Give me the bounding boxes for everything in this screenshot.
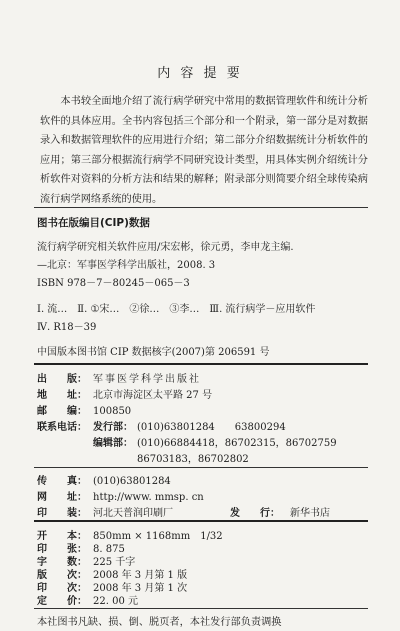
phone-row (37, 418, 93, 433)
price-label: 定 价： (37, 596, 87, 607)
address-row (37, 386, 212, 401)
words-value: 225 千字 (93, 557, 136, 568)
divider (34, 363, 368, 365)
edition-label: 版 次： (37, 570, 87, 581)
abstract-title: 内 容 提 要 (157, 66, 243, 81)
editorial-phone-2: 86703183，86702802 (137, 454, 249, 465)
impression-label: 印 次： (37, 583, 87, 594)
website-value: http://www. mmsp. cn (93, 492, 204, 503)
replacement-notice: 本社图书凡缺、损、倒、脱页者，本社发行部负责调换 (37, 617, 282, 628)
distributor-label: 发 行： (230, 508, 280, 519)
sheets-value: 8. 875 (93, 544, 125, 555)
cip-line-subjects: Ⅰ. 流… Ⅱ. ①宋… ②徐… ③李… Ⅲ. 流行病学－应用软件 (37, 304, 316, 315)
publisher-value: 军事医学科学出版社 (93, 374, 201, 385)
divider (34, 608, 368, 609)
price-row (37, 592, 138, 607)
fax-value: (010)63801284 (93, 476, 171, 487)
address-label: 地 址： (37, 390, 87, 401)
cip-heading: 图书在版编目(CIP)数据 (37, 217, 150, 229)
cip-line-isbn: ISBN 978－7－80245－065－3 (37, 278, 190, 289)
abstract-body: 本书较全面地介绍了流行病学研究中常用的数据管理软件和统计分析软件的具体应用。全书内容包括三个部分和一个附录，第一部分是对数据录入和数据管理软件的应用进行介绍；第二部分介绍数据统计分析软件的应用；第三部分根据流行病学不同研究设计类型，用具体实例介绍统计分析软件对资料的分析方法和结果的解释；附录部分则简要介绍全球传染病流行病学网络系统的使用。 (40, 96, 368, 205)
cip-core-number: 中国版本图书馆 CIP 数据核字(2007)第 206591 号 (37, 347, 270, 358)
printer-value: 河北天普润印刷厂 (93, 508, 173, 519)
distributor-value: 新华书店 (290, 508, 330, 519)
postcode-row (37, 402, 131, 417)
publisher-row (37, 370, 201, 385)
distribution-label: 发行部： (93, 422, 133, 433)
fax-label: 传 真： (37, 476, 87, 487)
website-label: 网 址： (37, 492, 87, 503)
printer-label: 印 装： (37, 508, 87, 519)
divider (34, 520, 368, 522)
divider (34, 467, 368, 468)
impression-value: 2008 年 3 月第 1 次 (93, 583, 188, 594)
phone-label: 联系电话： (37, 422, 87, 433)
fax-row (37, 472, 171, 487)
postcode-value: 100850 (93, 406, 132, 417)
editorial-label: 编辑部： (93, 438, 133, 449)
website-row (37, 488, 204, 503)
divider (34, 207, 368, 208)
edition-value: 2008 年 3 月第 1 版 (93, 570, 188, 581)
sheets-label: 印 张： (37, 544, 87, 555)
cip-line-title: 流行病学研究相关软件应用/宋宏彬，徐元勇，李申龙主编. (37, 242, 294, 253)
price-value: 22. 00 元 (93, 596, 138, 607)
cip-line-classification: Ⅳ. R18－39 (37, 322, 97, 333)
distribution-phone: (010)63801284 63800294 (137, 422, 286, 433)
printer-row (37, 504, 173, 519)
format-label: 开 本： (37, 531, 87, 542)
postcode-label: 邮 编： (37, 406, 87, 417)
publisher-label: 出 版： (37, 374, 87, 385)
format-value: 850mm × 1168mm 1/32 (93, 531, 223, 542)
address-value: 北京市海淀区太平路 27 号 (93, 390, 213, 401)
editorial-phone-1: (010)66884418，86702315，86702759 (137, 438, 337, 449)
words-label: 字 数： (37, 557, 87, 568)
cip-line-place: —北京：军事医学科学出版社，2008. 3 (37, 260, 216, 271)
